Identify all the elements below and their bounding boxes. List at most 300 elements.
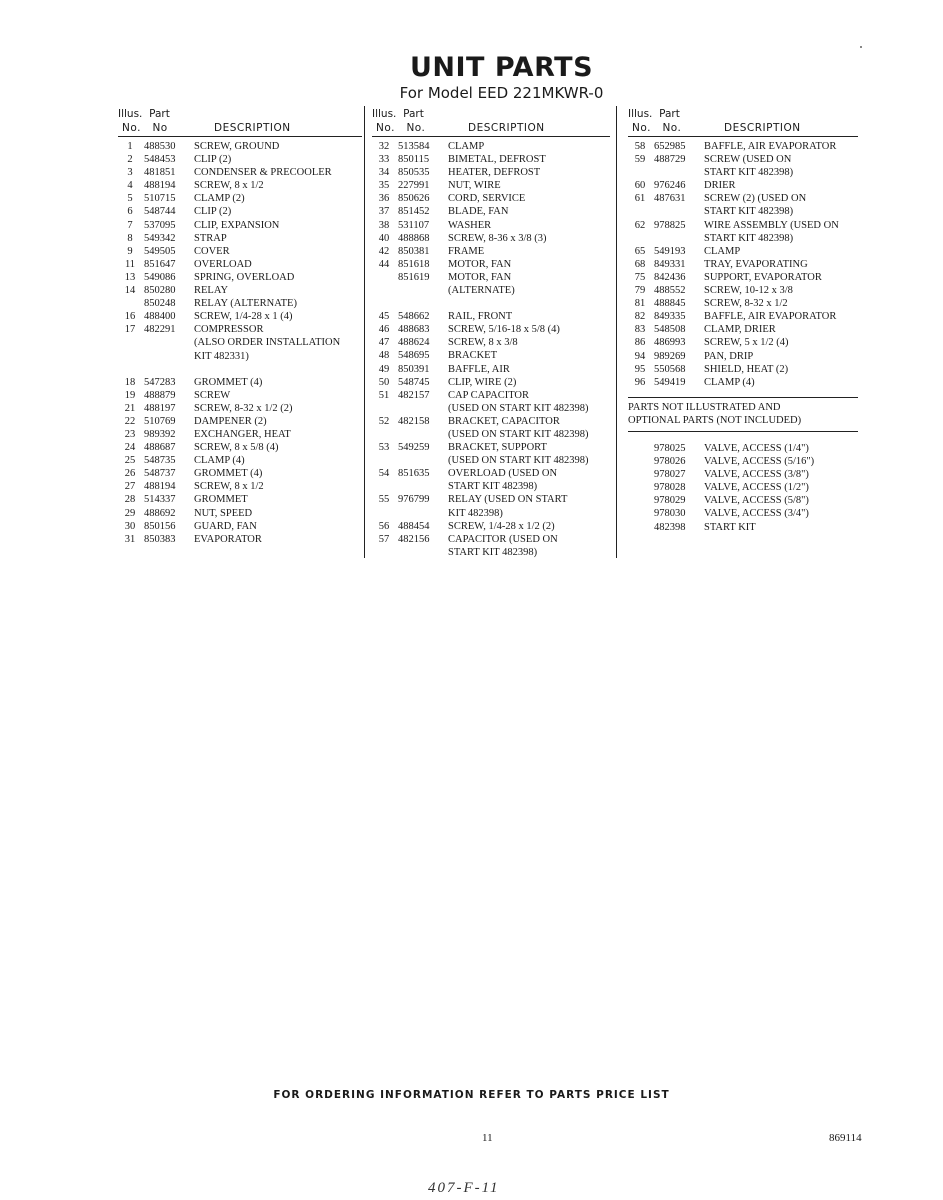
part-row — [118, 232, 362, 245]
illus-number: 24 — [124, 442, 136, 454]
illus-number — [118, 350, 142, 363]
part-description: WIRE ASSEMBLY (USED ON — [704, 219, 839, 231]
part-row — [628, 284, 858, 297]
part-description: DAMPENER (2) — [194, 415, 267, 427]
part-row — [118, 520, 362, 533]
part-number: 488194 — [144, 481, 176, 493]
part-number — [396, 480, 448, 493]
part-number: 488194 — [144, 180, 176, 192]
illus-number — [372, 480, 396, 493]
illus-number: 11 — [124, 258, 136, 270]
part-description: KIT 482398) — [448, 507, 503, 519]
parts-list — [118, 140, 362, 546]
part-description: VALVE, ACCESS (3/4") — [704, 508, 809, 520]
part-number: 549342 — [144, 232, 176, 244]
part-description: SCREW, 1/4-28 x 1 (4) — [194, 311, 293, 323]
part-row — [628, 297, 858, 310]
illus-number: 51 — [378, 389, 390, 401]
illus-number: 95 — [634, 363, 646, 375]
part-number: 549193 — [654, 245, 686, 257]
illus-number: 13 — [124, 271, 136, 283]
part-row — [372, 507, 610, 520]
header-description: DESCRIPTION — [724, 122, 801, 134]
part-number: 488197 — [144, 402, 176, 414]
illus-number: 8 — [127, 232, 133, 244]
part-description: DRIER — [704, 180, 736, 192]
header-description: DESCRIPTION — [468, 122, 545, 134]
illus-number: 75 — [634, 271, 646, 283]
illus-number: 33 — [378, 154, 390, 166]
part-row — [118, 219, 362, 232]
part-number: 549505 — [144, 245, 176, 257]
illus-number: 16 — [124, 311, 136, 323]
part-row — [372, 402, 610, 415]
part-number: 976246 — [654, 180, 686, 192]
part-description: EXCHANGER, HEAT — [194, 428, 291, 440]
illus-number: 26 — [124, 468, 136, 480]
part-row — [372, 271, 610, 284]
illus-number — [628, 442, 652, 455]
part-number: 978027 — [654, 469, 686, 481]
part-row — [372, 205, 610, 218]
illus-number — [118, 336, 142, 349]
part-number: 488687 — [144, 442, 176, 454]
part-row — [372, 428, 610, 441]
part-number — [652, 205, 704, 218]
part-row — [628, 205, 858, 218]
illus-number: 44 — [378, 258, 390, 270]
ordering-footer: FOR ORDERING INFORMATION REFER TO PARTS PRICE LIST — [273, 1089, 670, 1101]
illus-number: 2 — [127, 154, 133, 166]
part-number: 849335 — [654, 311, 686, 323]
illus-number: 50 — [378, 376, 390, 388]
part-description: STRAP — [194, 232, 227, 244]
part-row — [372, 310, 610, 323]
part-description: GROMMET — [194, 494, 248, 506]
part-row — [372, 258, 610, 271]
illus-number — [628, 232, 652, 245]
part-description: SCREW, 1/4-28 x 1/2 (2) — [448, 520, 555, 532]
part-description: START KIT 482398) — [448, 546, 538, 558]
part-number: 548737 — [144, 468, 176, 480]
part-number: 548744 — [144, 206, 176, 218]
illus-number: 94 — [634, 350, 646, 362]
row-gap — [118, 363, 362, 376]
part-number — [396, 454, 448, 467]
parts-column-1 — [118, 106, 362, 546]
part-description: START KIT 482398) — [704, 167, 794, 179]
part-number: 482291 — [144, 324, 176, 336]
part-number: 851619 — [398, 271, 430, 283]
part-number: 488454 — [398, 520, 430, 532]
header-rule — [118, 136, 362, 137]
optional-parts-list — [628, 442, 858, 534]
column-header — [372, 106, 610, 136]
parts-column-3 — [628, 106, 858, 534]
header-rule — [372, 136, 610, 137]
part-description: BAFFLE, AIR EVAPORATOR — [704, 141, 837, 152]
part-number — [396, 284, 448, 297]
illus-number: 53 — [378, 442, 390, 454]
part-description: SCREW, 10-12 x 3/8 — [704, 285, 793, 297]
scan-speck — [860, 46, 862, 48]
illus-number — [628, 494, 652, 507]
part-row — [372, 415, 610, 428]
part-number: 850248 — [144, 298, 176, 310]
part-number: 548453 — [144, 154, 176, 166]
part-row — [628, 468, 858, 481]
illus-number: 46 — [378, 324, 390, 336]
illus-number: 68 — [634, 258, 646, 270]
part-number: 486993 — [654, 337, 686, 349]
part-description: (ALTERNATE) — [448, 285, 515, 297]
part-row — [628, 494, 858, 507]
part-number: 851647 — [144, 258, 176, 270]
part-row — [372, 336, 610, 349]
illus-number: 40 — [378, 232, 390, 244]
parts-list — [372, 140, 610, 559]
part-number: 549419 — [654, 376, 686, 388]
part-number: 842436 — [654, 271, 686, 283]
part-row — [372, 349, 610, 362]
illus-number — [372, 284, 396, 297]
part-row — [118, 205, 362, 218]
part-description: SCREW, 8-32 x 1/2 (2) — [194, 402, 293, 414]
part-row — [118, 284, 362, 297]
header-no: No. No — [122, 122, 168, 134]
part-row — [372, 232, 610, 245]
part-row — [372, 493, 610, 506]
illus-number — [628, 166, 652, 179]
part-description: EVAPORATOR — [194, 533, 262, 545]
column-divider — [364, 106, 365, 558]
illus-number: 21 — [124, 402, 136, 414]
part-description: (USED ON START KIT 482398) — [448, 455, 589, 467]
illus-number: 34 — [378, 167, 390, 179]
part-row — [118, 480, 362, 493]
illus-number: 5 — [127, 193, 133, 205]
part-description: BRACKET, CAPACITOR — [448, 415, 560, 427]
part-number: 548662 — [398, 311, 430, 323]
page-number: 11 — [482, 1132, 493, 1144]
illus-number: 45 — [378, 311, 390, 323]
part-row — [628, 166, 858, 179]
part-number: 850391 — [398, 363, 430, 375]
part-description: SHIELD, HEAT (2) — [704, 363, 789, 375]
illus-number: 59 — [634, 154, 646, 166]
part-description: BRACKET — [448, 350, 498, 362]
illus-number: 54 — [378, 468, 390, 480]
part-number — [652, 232, 704, 245]
part-number: 978028 — [654, 482, 686, 494]
part-description: BRACKET, SUPPORT — [448, 442, 547, 454]
part-row — [118, 415, 362, 428]
part-number: 549086 — [144, 271, 176, 283]
part-row — [628, 192, 858, 205]
part-row — [118, 323, 362, 336]
header-no: No. No. — [376, 122, 426, 134]
part-row — [628, 455, 858, 468]
part-row — [372, 219, 610, 232]
part-description: RELAY — [194, 285, 229, 297]
part-number: 850383 — [144, 533, 176, 545]
part-number — [396, 546, 448, 559]
part-description: START KIT — [704, 521, 756, 533]
illus-number: 42 — [378, 245, 390, 257]
part-description: CLIP (2) — [194, 206, 232, 218]
part-row — [118, 336, 362, 349]
illus-number: 86 — [634, 337, 646, 349]
part-description: BAFFLE, AIR — [448, 363, 510, 375]
illus-number — [372, 402, 396, 415]
illus-number — [628, 455, 652, 468]
part-row — [628, 442, 858, 455]
part-number: 537095 — [144, 219, 176, 231]
illus-number: 56 — [378, 520, 390, 532]
part-number: 652985 — [654, 141, 686, 152]
part-row — [628, 521, 858, 534]
column-divider — [616, 106, 617, 558]
illus-number: 38 — [378, 219, 390, 231]
part-row — [372, 376, 610, 389]
part-row — [118, 271, 362, 284]
part-description: (USED ON START KIT 482398) — [448, 428, 589, 440]
illus-number — [628, 481, 652, 494]
illus-number: 36 — [378, 193, 390, 205]
part-number: 978029 — [654, 495, 686, 507]
row-gap — [372, 297, 610, 310]
part-row — [628, 245, 858, 258]
part-number: 548735 — [144, 455, 176, 467]
part-row — [628, 507, 858, 520]
part-row — [628, 232, 858, 245]
illus-number: 47 — [378, 337, 390, 349]
illus-number: 62 — [634, 219, 646, 231]
illus-number: 30 — [124, 520, 136, 532]
not-illustrated-heading: PARTS NOT ILLUSTRATED AND OPTIONAL PARTS (NOT INCLUDED) — [628, 397, 858, 427]
part-row — [628, 153, 858, 166]
part-number: 550568 — [654, 363, 686, 375]
part-description: COVER — [194, 245, 230, 257]
part-description: CLAMP (4) — [704, 376, 755, 388]
part-number — [396, 428, 448, 441]
part-row — [118, 493, 362, 506]
illus-number — [372, 507, 396, 520]
part-number: 549259 — [398, 442, 430, 454]
illus-number: 9 — [127, 245, 133, 257]
part-number: 850381 — [398, 245, 430, 257]
part-number: 513584 — [398, 141, 430, 152]
illus-number: 22 — [124, 415, 136, 427]
illus-number: 32 — [378, 141, 390, 152]
illus-number: 19 — [124, 389, 136, 401]
header-no: No. No. — [632, 122, 682, 134]
illus-number: 28 — [124, 494, 136, 506]
illus-number: 60 — [634, 180, 646, 192]
illus-number: 79 — [634, 285, 646, 297]
illus-number — [118, 297, 142, 310]
part-description: MOTOR, FAN — [448, 258, 512, 270]
part-row — [118, 258, 362, 271]
part-row — [628, 219, 858, 232]
part-number: 488879 — [144, 389, 176, 401]
part-row — [372, 480, 610, 493]
illus-number: 57 — [378, 533, 390, 545]
part-row — [372, 284, 610, 297]
page-title: UNIT PARTS — [409, 52, 594, 83]
part-row — [628, 323, 858, 336]
part-number: 976799 — [398, 494, 430, 506]
part-description: (ALSO ORDER INSTALLATION — [194, 337, 341, 349]
part-description: KIT 482331) — [194, 350, 249, 362]
part-number: 488552 — [654, 285, 686, 297]
part-description: GROMMET (4) — [194, 468, 263, 480]
part-row — [118, 441, 362, 454]
illus-number: 18 — [124, 376, 136, 388]
part-number: 510769 — [144, 415, 176, 427]
part-description: VALVE, ACCESS (3/8") — [704, 469, 809, 481]
part-number: 482158 — [398, 415, 430, 427]
part-description: SCREW, 8-36 x 3/8 (3) — [448, 232, 547, 244]
illus-number: 82 — [634, 311, 646, 323]
part-number: 488868 — [398, 232, 430, 244]
part-description: GROMMET (4) — [194, 376, 263, 388]
part-description: RAIL, FRONT — [448, 311, 513, 323]
part-description: SCREW, GROUND — [194, 141, 280, 152]
part-number: 487631 — [654, 193, 686, 205]
part-description: BLADE, FAN — [448, 206, 509, 218]
part-number: 978025 — [654, 442, 686, 454]
part-number: 851618 — [398, 258, 430, 270]
part-row — [372, 153, 610, 166]
note-rule — [628, 431, 858, 432]
part-row — [372, 166, 610, 179]
illus-number: 27 — [124, 481, 136, 493]
part-row — [628, 271, 858, 284]
illus-number — [372, 546, 396, 559]
part-number — [142, 350, 194, 363]
part-number: 488624 — [398, 337, 430, 349]
part-description: SCREW (2) (USED ON — [704, 193, 807, 205]
illus-number — [372, 428, 396, 441]
part-number: 978825 — [654, 219, 686, 231]
illus-number: 49 — [378, 363, 390, 375]
illus-number: 23 — [124, 428, 136, 440]
part-number: 482398 — [654, 521, 686, 533]
part-number: 850115 — [398, 154, 430, 166]
part-row — [118, 507, 362, 520]
part-description: CAPACITOR (USED ON — [448, 533, 558, 545]
part-number: 978030 — [654, 508, 686, 520]
part-number: 227991 — [398, 180, 430, 192]
illus-number — [372, 271, 396, 284]
part-row — [628, 363, 858, 376]
part-number: 482156 — [398, 533, 430, 545]
part-number — [396, 402, 448, 415]
part-description: NUT, SPEED — [194, 507, 253, 519]
part-description: NUT, WIRE — [448, 180, 501, 192]
part-description: CLAMP (2) — [194, 193, 245, 205]
part-number: 547283 — [144, 376, 176, 388]
illus-number: 7 — [127, 219, 133, 231]
part-row — [118, 376, 362, 389]
part-description: FRAME — [448, 245, 485, 257]
header-description: DESCRIPTION — [214, 122, 291, 134]
part-number: 548508 — [654, 324, 686, 336]
part-number: 548695 — [398, 350, 430, 362]
part-row — [118, 310, 362, 323]
document-number: 869114 — [829, 1132, 862, 1144]
part-row — [118, 192, 362, 205]
part-description: VALVE, ACCESS (5/8") — [704, 495, 809, 507]
part-description: SCREW (USED ON — [704, 154, 792, 166]
illus-number: 81 — [634, 298, 646, 310]
part-row — [372, 245, 610, 258]
part-row — [372, 467, 610, 480]
part-description: CAP CAPACITOR — [448, 389, 530, 401]
part-description: VALVE, ACCESS (5/16") — [704, 456, 815, 468]
part-description: CLAMP, DRIER — [704, 324, 776, 336]
illus-number: 29 — [124, 507, 136, 519]
part-row — [372, 389, 610, 402]
part-description: MOTOR, FAN — [448, 271, 512, 283]
parts-list — [628, 140, 858, 389]
part-number: 488845 — [654, 298, 686, 310]
part-row — [118, 245, 362, 258]
column-header — [628, 106, 858, 136]
part-number: 531107 — [398, 219, 430, 231]
part-description: VALVE, ACCESS (1/2") — [704, 482, 809, 494]
part-description: HEATER, DEFROST — [448, 167, 541, 179]
part-description: OVERLOAD — [194, 258, 252, 270]
illus-number: 55 — [378, 494, 390, 506]
part-row — [118, 179, 362, 192]
part-number: 850280 — [144, 285, 176, 297]
part-number: 850626 — [398, 193, 430, 205]
illus-number: 58 — [634, 141, 646, 152]
part-row — [118, 454, 362, 467]
part-row — [372, 454, 610, 467]
part-number: 850156 — [144, 520, 176, 532]
part-number: 851635 — [398, 468, 430, 480]
part-number: 978026 — [654, 456, 686, 468]
part-number: 488683 — [398, 324, 430, 336]
illus-number: 1 — [127, 141, 133, 152]
part-number: 851452 — [398, 206, 430, 218]
part-description: COMPRESSOR — [194, 324, 264, 336]
part-row — [372, 533, 610, 546]
part-row — [118, 402, 362, 415]
part-description: CLAMP — [704, 245, 741, 257]
part-description: CLAMP (4) — [194, 455, 245, 467]
part-number: 510715 — [144, 193, 176, 205]
part-description: CLIP, EXPANSION — [194, 219, 280, 231]
part-number: 548745 — [398, 376, 430, 388]
illus-number — [628, 468, 652, 481]
part-row — [118, 350, 362, 363]
part-row — [372, 546, 610, 559]
illus-number: 35 — [378, 180, 390, 192]
illus-number: 65 — [634, 245, 646, 257]
part-description: VALVE, ACCESS (1/4") — [704, 442, 809, 454]
part-row — [118, 428, 362, 441]
model-subtitle: For Model EED 221MKWR-0 — [399, 84, 604, 102]
part-row — [372, 323, 610, 336]
part-description: RELAY (USED ON START — [448, 494, 568, 506]
part-row — [372, 192, 610, 205]
illus-number — [628, 507, 652, 520]
parts-column-2 — [372, 106, 610, 559]
